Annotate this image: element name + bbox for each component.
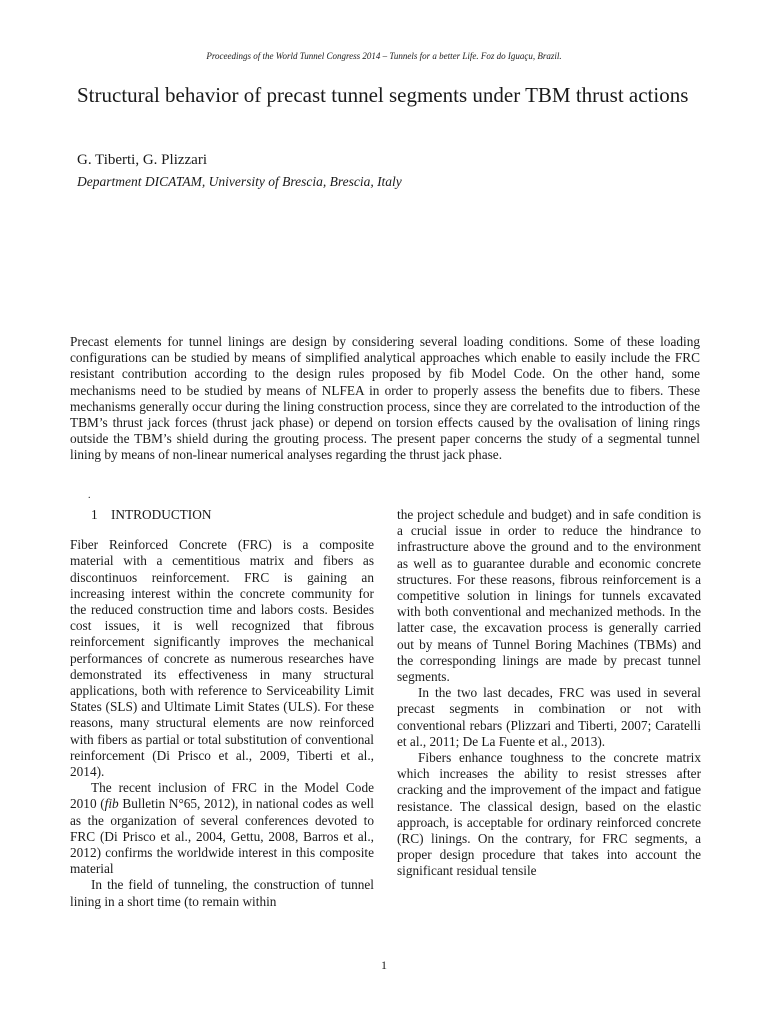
affiliation: Department DICATAM, University of Brescia, Brescia, Italy: [77, 174, 402, 189]
abstract: Precast elements for tunnel linings are design by considering several loading conditions. Some of these loading configurations can be studied by means of simplified analytical approaches which enable to easily include the FRC resistant contribution according to the design rules proposed by fib Model Code. On the other hand, some mechanisms need to be studied by means of NLFEA in order to properly assess the benefits due to fibers. These mechanisms generally occur during the lining construction process, since they are correlated to the introduction of the TBM’s thrust jack forces (thrust jack phase) or depend on torsion effects caused by the ovalisation of lining rings outside the TBM’s shield during the grouting process. The present paper concerns the study of a segmental tunnel lining by means of non-linear numerical analyses regarding the thrust jack phase.: [70, 334, 700, 463]
section-number: 1: [91, 507, 98, 522]
fib-italic: fib: [104, 796, 119, 812]
paper-title: Structural behavior of precast tunnel segments under TBM thrust actions: [77, 83, 689, 107]
left-paragraph-2-start: The recent inclusion of FRC in the Model Code 2010 (: [70, 780, 374, 812]
page-number: 1: [381, 958, 387, 972]
running-header: Proceedings of the World Tunnel Congress 2014 – Tunnels for a better Life. Foz do Iguaçu, Brazil.: [206, 51, 562, 61]
left-column: [70, 507, 374, 910]
right-column: [397, 507, 701, 880]
section-title: INTRODUCTION: [110, 507, 212, 522]
right-paragraph-2: In the two last decades, FRC was used in several precast segments in combination or not with conventional rebars (Plizzari and Tiberti, 2007; Caratelli et al., 2011; De La Fuente et al., 2013).: [397, 685, 701, 749]
right-paragraph-3: Fibers enhance toughness to the concrete matrix which increases the ability to resist stresses after cracking and the improvement of the impact and fatigue resistance. The classical design, based on the elastic approach, is acceptable for ordinary reinforced concrete (RC) linings. On the contrary, for FRC segments, a proper design procedure that takes into account the significant residual tensile: [397, 750, 701, 879]
left-paragraph-2-end: Bulletin N°65, 2012), in national codes as well as the organization of several conferences devoted to FRC (Di Prisco et al., 2004, Gettu, 2008, Barros et al., 2012) confirms the worldwide interest in this composite material: [70, 796, 374, 877]
left-paragraph-3: In the field of tunneling, the construction of tunnel lining in a short time (to remain within: [70, 877, 374, 909]
authors: G. Tiberti, G. Plizzari: [77, 152, 207, 168]
section-heading: [91, 507, 374, 523]
right-paragraph-1: the project schedule and budget) and in safe condition is a crucial issue in order to reduce the hindrance to infrastructure above the ground and to the environment as well as to guarantee durable and economic concrete structures. For these reasons, fibrous reinforcement is a competitive solution in linings for tunnels excavated with both conventional and mechanized methods. In the latter case, the excavation process is generally carried out by means of Tunnel Boring Machines (TBMs) and the corresponding linings are made by precast tunnel segments.: [397, 507, 701, 685]
left-paragraph-2: [70, 780, 374, 877]
stray-dot: .: [88, 490, 91, 501]
left-paragraph-1: Fiber Reinforced Concrete (FRC) is a composite material with a cementitious matrix and fibers as discontinuos reinforcement. FRC is gaining an increasing interest within the concrete community for the reduced construction time and labors costs. Besides cost issues, it is well recognized that fibrous reinforcement significantly improves the mechanical performances of concrete as numerous researches have demonstrated its effectiveness in many structural applications, both with reference to Serviceability Limit States (SLS) and Ultimate Limit States (ULS). For these reasons, many structural elements are now reinforced with fibers as partial or total substitution of conventional reinforcement (Di Prisco et al., 2009, Tiberti et al., 2014).: [70, 537, 374, 780]
